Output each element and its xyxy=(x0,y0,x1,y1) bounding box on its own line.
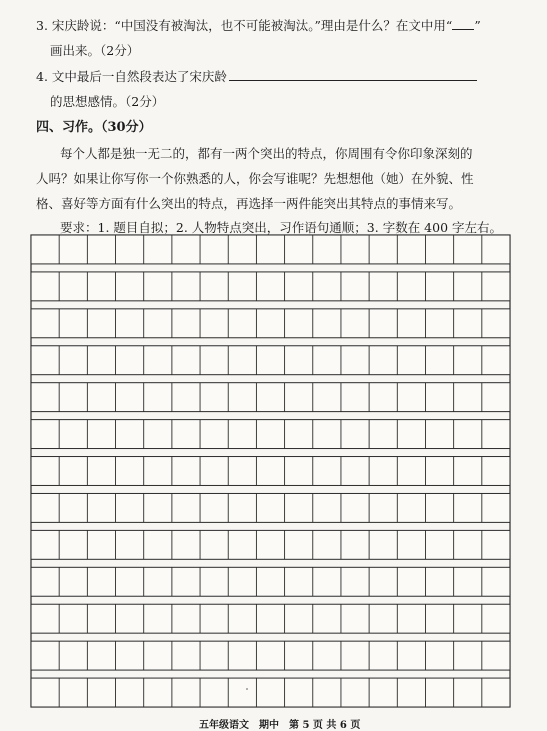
prompt-paragraph-line-2: 人吗？如果让你写你一个你熟悉的人，你会写谁呢？先想想他（她）在外貌、性 xyxy=(36,171,474,186)
grid-row-box xyxy=(31,383,510,412)
grid-row[interactable] xyxy=(31,383,510,412)
grid-row-box xyxy=(31,346,510,375)
question-4-text: 4. 文中最后一自然段表达了宋庆龄 xyxy=(36,69,227,84)
question-4-line-1 xyxy=(36,68,477,85)
grid-row[interactable] xyxy=(31,567,510,596)
grid-row-box xyxy=(31,235,510,264)
grid-row[interactable] xyxy=(31,272,510,301)
answer-underline-sample xyxy=(452,17,474,30)
section-4-title: 四、习作。（30分） xyxy=(36,120,152,135)
grid-row[interactable] xyxy=(31,493,510,522)
grid-row[interactable] xyxy=(31,678,510,707)
prompt-paragraph-line-1: 每个人都是独一无二的，都有一两个突出的特点，你周围有令你印象深刻的 xyxy=(60,146,473,161)
grid-row-box xyxy=(31,272,510,301)
grid-row[interactable] xyxy=(31,420,510,449)
grid-row[interactable] xyxy=(31,309,510,338)
grid-row[interactable] xyxy=(31,641,510,670)
question-4-line-2: 的思想感情。（2分） xyxy=(50,94,165,109)
grid-row[interactable] xyxy=(31,235,510,264)
grid-row-box xyxy=(31,641,510,670)
question-4-answer-blank[interactable] xyxy=(229,68,477,81)
grid-row[interactable] xyxy=(31,530,510,559)
grid-row-box xyxy=(31,493,510,522)
prompt-paragraph-line-3: 格、喜好等方面有什么突出的特点，再选择一两件能突出其特点的事情来写。 xyxy=(36,196,462,211)
grid-row-box xyxy=(31,567,510,596)
page-footer: 五年级语文 期中 第 5 页 共 6 页 xyxy=(199,720,361,731)
grid-row-box xyxy=(31,309,510,338)
grid-row[interactable] xyxy=(31,457,510,486)
grid-row-box xyxy=(31,678,510,707)
grid-row[interactable] xyxy=(31,604,510,633)
question-3-text: 3. 宋庆龄说：“中国没有被淘汰，也不可能被淘汰。”理由是什么？在文中用“ xyxy=(36,18,453,33)
question-3-line-1 xyxy=(36,17,481,34)
grid-row-box xyxy=(31,530,510,559)
paper-speck xyxy=(246,688,248,690)
requirements-text: 要求：1. 题目自拟；2. 人物特点突出，习作语句通顺；3. 字数在 400 字左右。 xyxy=(60,220,503,235)
grid-row-box xyxy=(31,457,510,486)
question-3-quote-end: ” xyxy=(474,18,481,33)
grid-row-box xyxy=(31,604,510,633)
grid-row[interactable] xyxy=(31,346,510,375)
question-3-line-2: 画出来。（2分） xyxy=(50,43,140,58)
grid-row-box xyxy=(31,420,510,449)
grid-border xyxy=(31,235,510,707)
